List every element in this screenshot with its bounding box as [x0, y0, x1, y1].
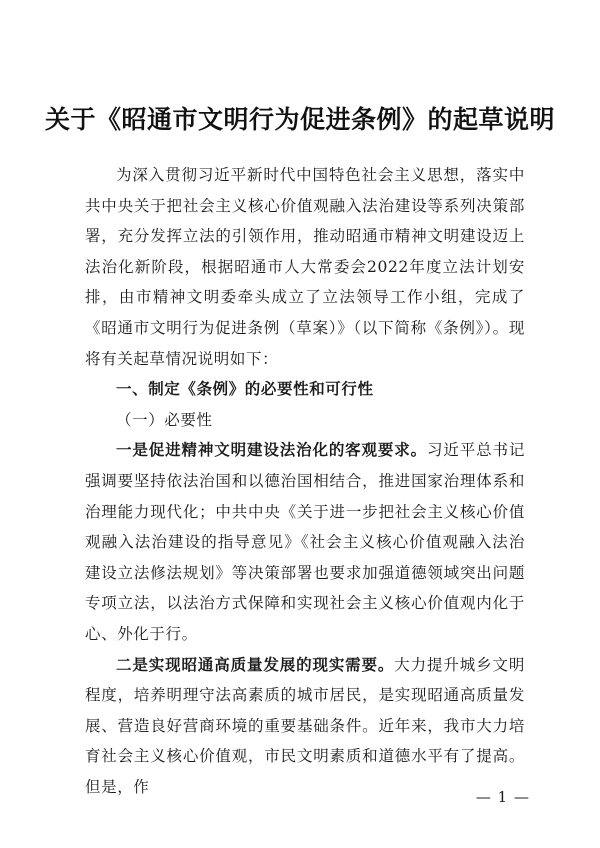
page-number: — 1 — [475, 788, 530, 806]
paragraph-1 [85, 435, 525, 649]
paragraph-2 [85, 650, 525, 803]
document-title: 关于《昭通市文明行为促进条例》的起草说明 [44, 105, 555, 134]
paragraph-2-text: 大力提升城乡文明程度，培养明理守法高素质的城市居民，是实现昭通高质量发展、营造良好营商环境的重要基础条件。近年来，我市大力培育社会主义核心价值观，市民文明素质和道德水平有了提高。但是，作 [85, 655, 525, 796]
paragraph-1-lead: 一是促进精神文明建设法治化的客观要求。 [116, 440, 428, 460]
paragraph-2-lead: 二是实现昭通高质量发展的现实需要。 [116, 654, 395, 674]
paragraph-1-text: 习近平总书记强调要坚持依法治国和以德治国相结合，推进国家治理体系和治理能力现代化；中共中央《关于进一步把社会主义核心价值观融入法治建设的指导意见》《社会主义核心价值观融入法治建设立法修法规划》等决策部署也要求加强道德领域突出问题专项立法，以法治方式保障和实现社会主义核心价值观内化于心、外化于行。 [85, 441, 525, 643]
document-body [85, 160, 525, 802]
intro-paragraph: 为深入贯彻习近平新时代中国特色社会主义思想，落实中共中央关于把社会主义核心价值观融入法治建设等系列决策部署，充分发挥立法的引领作用，推动昭通市精神文明建设迈上法治化新阶段，根据昭通市人大常委会2022年度立法计划安排，由市精神文明委牵头成立了立法领导工作小组，完成了《昭通市文明行为促进条例（草案）》（以下简称《条例》）。现将有关起草情况说明如下： [85, 166, 525, 368]
section-heading: 一、制定《条例》的必要性和可行性 [116, 380, 374, 399]
subsection-heading: （一）必要性 [116, 410, 213, 429]
